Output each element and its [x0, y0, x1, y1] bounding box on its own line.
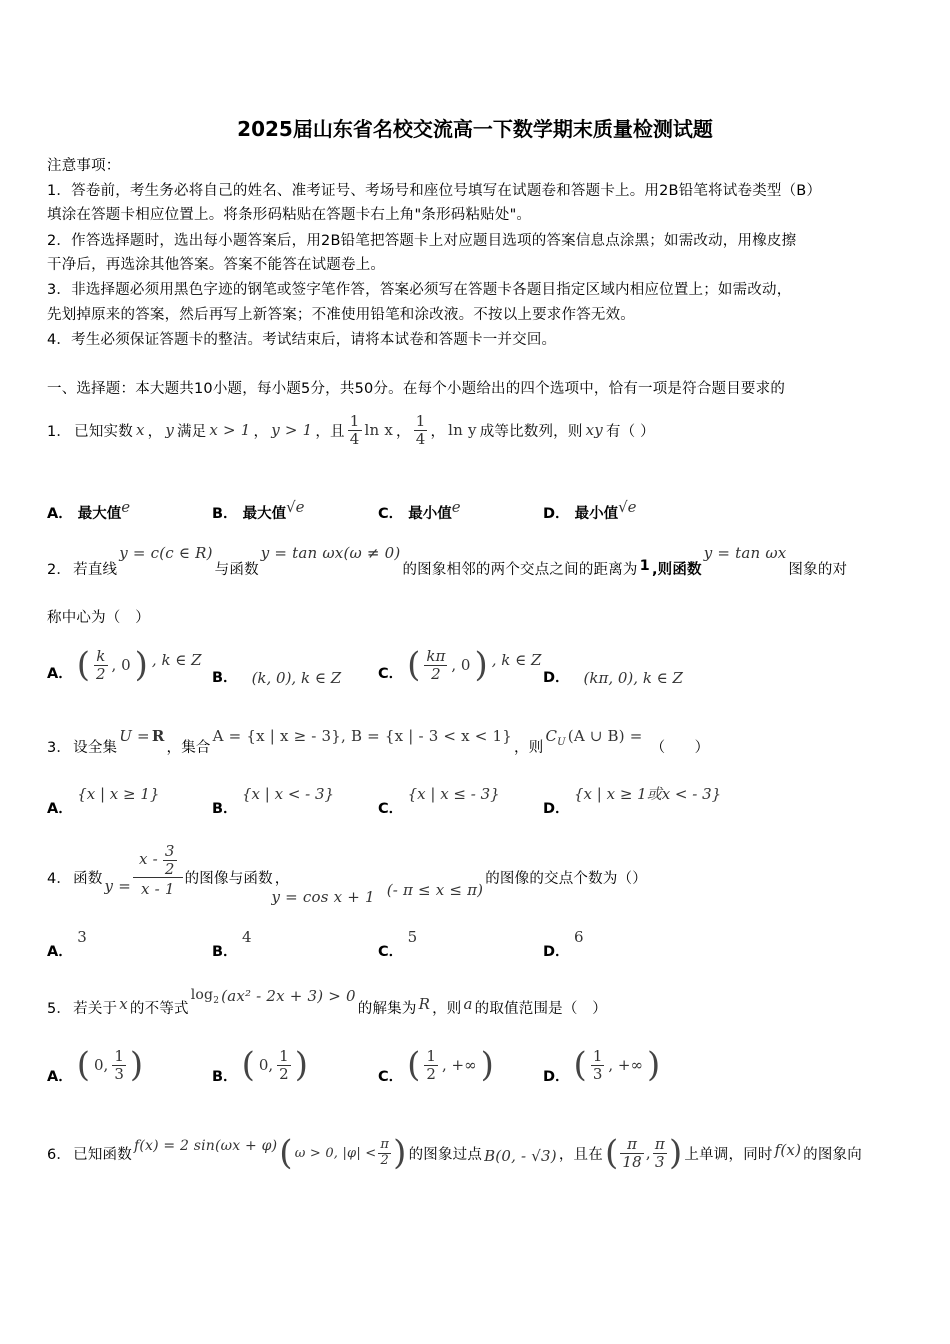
math: e: [121, 498, 131, 516]
denominator: 3: [592, 1064, 603, 1083]
notice-line: 1．答卷前，考生务必将自己的姓名、准考证号、考场号和座位号填写在试题卷和答题卡上。用2B铅笔将试卷类型（B）: [47, 183, 822, 199]
option-c[interactable]: [378, 640, 541, 690]
question-2: [47, 540, 847, 580]
question-number: 2．: [47, 562, 72, 578]
math: (ax² - 2x + 3) > 0: [221, 987, 356, 1005]
option-b[interactable]: [212, 926, 252, 960]
option-label: C．: [378, 944, 404, 960]
text: 的图象向: [803, 1146, 862, 1163]
math: , 0: [451, 656, 471, 674]
math: {x | x < - 3}: [242, 785, 335, 803]
denominator: 2: [96, 664, 106, 683]
option-text: 最大值: [77, 505, 122, 522]
notice-line: 2．作答选择题时，选出每小题答案后，用2B铅笔把答题卡上对应题目选项的答案信息点涂黑；如需改动，用橡皮擦: [47, 233, 797, 249]
notice-line: 先划掉原来的答案，然后再写上新答案；不准使用铅笔和涂改液。不按以上要求作答无效。: [47, 307, 635, 323]
math: 3: [77, 928, 87, 946]
denominator: 2: [164, 859, 175, 878]
option-a[interactable]: [47, 640, 202, 690]
text: 图象的对: [788, 562, 848, 578]
fraction: [424, 1048, 438, 1082]
notice-line: 干净后，再选涂其他答案。答案不能答在试题卷上。: [47, 257, 386, 273]
fraction: [620, 1136, 644, 1170]
fraction: [112, 1048, 126, 1082]
numerator: kπ: [426, 647, 446, 665]
question-number: 3．: [47, 740, 72, 756]
text: ,则函数: [651, 562, 702, 578]
numerator: π: [620, 1136, 644, 1154]
paren-right: ): [294, 1045, 308, 1085]
math: {x | x ≥ 1或x < - 3}: [574, 785, 722, 803]
numerator: 1: [279, 1047, 289, 1065]
text: ，集合: [166, 740, 211, 756]
option-c[interactable]: [378, 498, 461, 523]
option-d[interactable]: [543, 665, 683, 687]
option-label: A．: [47, 801, 73, 817]
math: , +∞: [608, 1056, 643, 1074]
math: B(0, - √3): [484, 1147, 557, 1165]
text: ，: [430, 423, 446, 440]
option-label: B．: [212, 801, 238, 817]
question-number: 6．: [47, 1146, 72, 1163]
text: 函数: [73, 871, 103, 887]
text: 的图象相邻的两个交点之间的距离为: [402, 562, 638, 578]
text: ，: [274, 871, 290, 887]
paren-right: ): [480, 1045, 494, 1085]
paren-right: ): [134, 645, 148, 685]
option-a[interactable]: [47, 1040, 143, 1090]
math: y > 1: [271, 421, 313, 439]
fraction: [133, 843, 183, 898]
text: 的取值范围是（ ）: [474, 1001, 607, 1017]
numerator: 1: [415, 412, 426, 430]
option-label: D．: [543, 801, 570, 817]
option-a[interactable]: [47, 783, 160, 817]
option-a[interactable]: [47, 926, 87, 960]
question-5: [47, 985, 607, 1015]
text: 1: [639, 558, 650, 574]
fraction: [653, 1136, 667, 1170]
fraction: [94, 648, 108, 682]
math: R: [418, 995, 431, 1013]
numerator: 3: [164, 842, 175, 860]
math: e: [451, 498, 461, 516]
denominator: 2: [279, 1064, 289, 1083]
notice-heading: 注意事项：: [47, 158, 121, 174]
fraction: [414, 413, 428, 447]
denominator: 2: [426, 1064, 436, 1083]
text: ，: [253, 423, 269, 440]
denominator: 3: [114, 1064, 124, 1083]
math: R: [151, 727, 165, 745]
option-d[interactable]: [543, 926, 584, 960]
log: log: [190, 987, 214, 1003]
denominator: 4: [415, 429, 426, 448]
question-4: [47, 843, 647, 913]
math: ,: [645, 1144, 651, 1162]
option-d[interactable]: [543, 1040, 660, 1090]
math: y = tan ωx(ω ≠ 0): [260, 544, 401, 562]
math: x: [119, 995, 128, 1013]
text: ，则: [432, 1001, 462, 1017]
math: {x | x ≤ - 3}: [407, 785, 500, 803]
text: ，: [396, 423, 411, 440]
question-number: 4．: [47, 871, 72, 887]
fraction: [591, 1048, 605, 1082]
numerator: 1: [592, 1047, 603, 1065]
option-d[interactable]: [543, 783, 722, 817]
option-label: D．: [543, 1068, 570, 1085]
math: √e: [286, 498, 305, 516]
fraction: [424, 648, 447, 682]
question-2-continued: 称中心为（ ）: [47, 610, 150, 626]
question-number: 5．: [47, 1001, 72, 1017]
numerator: k: [94, 648, 108, 666]
option-label: C．: [378, 665, 404, 682]
option-text: 最小值: [408, 505, 452, 522]
option-label: D．: [543, 944, 570, 960]
paren-left: (: [573, 1045, 587, 1085]
math: (- π ≤ x ≤ π): [386, 881, 484, 899]
section-heading: 一、选择题：本大题共10小题，每小题5分，共50分。在每个小题给出的四个选项中，恰有一项是符合题目要求的: [47, 381, 786, 397]
option-label: A．: [47, 1068, 73, 1085]
option-b[interactable]: [212, 665, 341, 687]
option-label: A．: [47, 505, 73, 522]
math: xy: [585, 421, 603, 439]
option-d[interactable]: [543, 498, 637, 523]
math: f(x): [774, 1141, 802, 1159]
math: x: [135, 421, 145, 439]
text: ，且在: [558, 1146, 603, 1163]
text: 已知实数: [74, 423, 133, 440]
math: 6: [574, 928, 584, 946]
text: 设全集: [73, 740, 118, 756]
numerator: π: [380, 1137, 390, 1153]
paren-left: (: [604, 1133, 619, 1173]
option-label: C．: [378, 801, 404, 817]
notice-line: 4．考生必须保证答题卡的整洁。考试结束后，请将本试卷和答题卡一并交回。: [47, 332, 557, 348]
text: 的解集为: [357, 1001, 417, 1017]
paren-right: ): [393, 1133, 407, 1173]
math: 4: [242, 928, 252, 946]
text: 上单调，同时: [684, 1146, 773, 1163]
text: 的图像的交点个数为（）: [485, 871, 647, 887]
math: y =: [104, 877, 131, 895]
math: √e: [618, 498, 637, 516]
math: , 0: [111, 656, 131, 674]
math: x > 1: [209, 421, 251, 439]
text: 若关于: [73, 1001, 118, 1017]
option-label: A．: [47, 944, 73, 960]
option-label: D．: [543, 505, 570, 522]
paren-left: (: [407, 645, 421, 685]
math: 5: [407, 928, 418, 946]
option-text: 最大值: [242, 505, 287, 522]
math: x -: [138, 850, 158, 868]
text: 有（ ）: [605, 423, 655, 440]
math: y = tan ωx: [703, 544, 787, 562]
math: (k, 0), k ∈ Z: [251, 669, 342, 687]
question-6: [47, 1128, 862, 1178]
text: 已知函数: [73, 1146, 132, 1163]
denominator: 2: [431, 664, 441, 683]
math: 0,: [94, 1056, 109, 1074]
option-label: B．: [212, 669, 238, 686]
option-label: A．: [47, 665, 73, 682]
notice-line: 3．非选择题必须用黑色字迹的钢笔或签字笔作答，答案必须写在答题卡各题目指定区域内相应位置上；如需改动，: [47, 282, 792, 298]
question-3: [47, 725, 709, 755]
math: (kπ, 0), k ∈ Z: [583, 669, 683, 687]
math: , k ∈ Z: [491, 651, 542, 669]
option-label: B．: [212, 944, 238, 960]
math: a: [463, 995, 473, 1013]
fraction: [378, 1138, 391, 1168]
paren-right: ): [129, 1045, 144, 1085]
math: f(x) = 2 sin(ωx + φ): [133, 1138, 278, 1154]
option-b[interactable]: [212, 498, 305, 523]
math: y = cos x + 1: [271, 888, 375, 906]
option-c[interactable]: [378, 1040, 494, 1090]
math: U =: [119, 727, 150, 745]
fraction: [277, 1048, 291, 1082]
math: , +∞: [441, 1056, 477, 1074]
option-label: C．: [378, 1068, 404, 1085]
paren-right: ): [668, 1133, 683, 1173]
question-1: [47, 400, 655, 460]
text: 与函数: [214, 562, 259, 578]
paren-left: (: [76, 645, 90, 685]
paren-left: (: [76, 1045, 90, 1085]
paren-left: (: [279, 1133, 293, 1173]
option-c[interactable]: [378, 926, 418, 960]
text: ，: [147, 423, 163, 440]
paren-right: ): [474, 645, 488, 685]
notice-line: 填涂在答题卡相应位置上。将条形码粘贴在答题卡右上角"条形码粘贴处"。: [47, 207, 532, 223]
paren-left: (: [407, 1045, 421, 1085]
page-title: 2025届山东省名校交流高一下数学期末质量检测试题: [237, 117, 713, 141]
fraction: [163, 843, 177, 877]
text: ，则: [514, 740, 544, 756]
option-b[interactable]: [212, 783, 335, 817]
math: {x | x ≥ 1}: [77, 785, 160, 803]
fraction: [348, 413, 362, 447]
text: ，且: [315, 423, 345, 440]
text: （ ）: [650, 740, 710, 756]
math: y = c(c ∈ R): [119, 544, 213, 562]
option-label: C．: [378, 505, 404, 522]
subscript: 2: [213, 995, 220, 1006]
option-label: B．: [212, 505, 238, 522]
text: 成等比数列，则: [479, 423, 583, 440]
numerator: 1: [349, 412, 360, 430]
text: 的不等式: [129, 1001, 189, 1017]
math: A = {x | x ≥ - 3}, B = {x | - 3 < x < 1}: [212, 727, 513, 745]
paren-right: ): [646, 1045, 661, 1085]
math: ln x: [364, 421, 394, 439]
math: ln y: [448, 421, 477, 439]
math: [191, 987, 219, 1006]
denominator: x - 1: [140, 880, 175, 898]
option-a[interactable]: [47, 498, 130, 523]
math: , k ∈ Z: [151, 651, 202, 669]
denominator: 4: [349, 429, 360, 448]
text: 若直线: [73, 562, 118, 578]
text: 的图像与函数: [184, 871, 273, 887]
denominator: 2: [380, 1152, 389, 1168]
option-label: D．: [543, 669, 570, 686]
denominator: 3: [655, 1152, 665, 1171]
math: (A ∪ B) =: [567, 727, 643, 745]
option-b[interactable]: [212, 1040, 308, 1090]
denominator: 18: [622, 1152, 642, 1171]
option-c[interactable]: [378, 783, 500, 817]
numerator: [133, 843, 183, 878]
paren-left: (: [241, 1045, 255, 1085]
option-label: B．: [212, 1068, 238, 1085]
numerator: 1: [426, 1047, 436, 1065]
subscript: U: [557, 737, 566, 748]
math: y: [165, 421, 175, 439]
math: 0,: [258, 1056, 274, 1074]
math: [545, 727, 565, 748]
numerator: 1: [114, 1047, 124, 1065]
text: 满足: [177, 423, 207, 440]
question-number: 1．: [47, 423, 72, 440]
math: ω > 0, |φ| <: [294, 1145, 377, 1161]
complement-symbol: C: [545, 727, 558, 745]
numerator: π: [654, 1135, 665, 1153]
option-text: 最小值: [574, 505, 619, 522]
text: 的图象过点: [408, 1146, 483, 1163]
